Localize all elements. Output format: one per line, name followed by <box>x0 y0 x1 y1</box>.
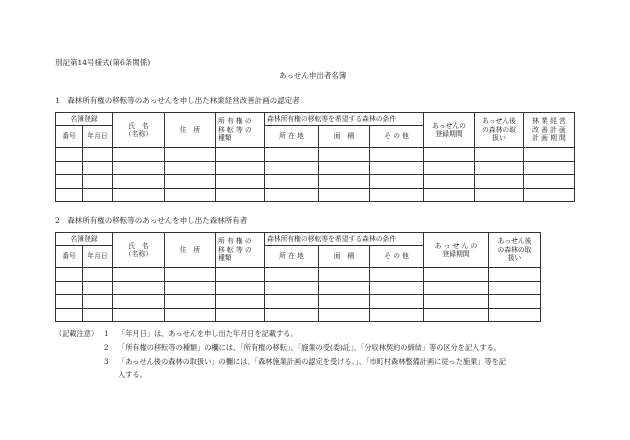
section2-table <box>55 232 541 322</box>
table-cell <box>165 148 216 162</box>
table-cell <box>83 188 113 202</box>
table-cell <box>319 188 370 202</box>
table-row <box>56 175 575 189</box>
register-header: 名簿登録 <box>56 113 113 126</box>
table-cell <box>524 161 575 175</box>
table-cell <box>265 268 319 282</box>
location-header: 所 在 地 <box>265 126 319 148</box>
table-cell <box>165 161 216 175</box>
table-cell <box>475 161 524 175</box>
table-cell <box>370 175 424 189</box>
table-cell <box>319 308 370 322</box>
table-cell <box>475 188 524 202</box>
handling-header: あっせん後 の森林の取 扱い <box>489 233 541 268</box>
table-cell <box>56 148 83 162</box>
table-cell <box>216 281 265 295</box>
table-row <box>56 148 575 162</box>
transfer-type-header: 所 有 権 の 移 転 等 の 種類 <box>216 233 265 268</box>
table-cell <box>113 188 165 202</box>
address-header: 住 所 <box>165 233 216 268</box>
note-text: 「あっせん後の森林の取扱い」の欄には、「森林施業計画の認定を受ける。」、「市町村森林整備計画に従った施業」等を記 <box>118 357 507 366</box>
notes-label: （記載注意） <box>55 329 99 338</box>
table-cell <box>165 268 216 282</box>
period-header: あ っ せ ん の 登録期間 <box>424 233 489 268</box>
table-cell <box>113 148 165 162</box>
table-cell <box>319 295 370 309</box>
section2-heading: 2 森林所有権の移転等のあっせんを申し出た森林所有者 <box>55 216 248 225</box>
table-cell <box>56 308 83 322</box>
handling-header: あっせん後 の森林の取 扱い <box>475 113 524 148</box>
section1-table <box>55 112 575 202</box>
table-row <box>56 188 575 202</box>
date-header: 年月日 <box>83 126 113 148</box>
number-header: 番号 <box>56 126 83 148</box>
table-cell <box>265 281 319 295</box>
table-cell <box>83 308 113 322</box>
table-row <box>56 281 541 295</box>
table-cell <box>489 281 541 295</box>
table-cell <box>83 295 113 309</box>
table-cell <box>489 308 541 322</box>
table-cell <box>424 148 475 162</box>
name-header: 氏 名 （名称） <box>113 233 165 268</box>
table-cell <box>265 188 319 202</box>
table-cell <box>216 161 265 175</box>
table-cell <box>113 308 165 322</box>
table-cell <box>524 175 575 189</box>
table-row <box>56 161 575 175</box>
address-header: 住 所 <box>165 113 216 148</box>
table-cell <box>113 295 165 309</box>
table-cell <box>319 175 370 189</box>
table-cell <box>370 295 424 309</box>
table-cell <box>83 268 113 282</box>
table-cell <box>216 268 265 282</box>
conditions-header: 森林所有権の移転等を希望する森林の条件 <box>265 113 424 126</box>
note-text-continued: 入する。 <box>118 370 147 379</box>
table-cell <box>475 148 524 162</box>
table-cell <box>83 148 113 162</box>
table-cell <box>319 148 370 162</box>
table-cell <box>370 148 424 162</box>
table-cell <box>83 175 113 189</box>
register-header: 名簿登録 <box>56 233 113 246</box>
table-cell <box>319 161 370 175</box>
table-cell <box>56 268 83 282</box>
form-reference: 別記第14号様式(第6条関係) <box>55 58 151 67</box>
table-cell <box>56 175 83 189</box>
table-cell <box>113 268 165 282</box>
table-cell <box>424 281 489 295</box>
table-cell <box>265 148 319 162</box>
table-cell <box>83 161 113 175</box>
table-cell <box>370 308 424 322</box>
table-cell <box>56 161 83 175</box>
table-cell <box>265 308 319 322</box>
table-cell <box>424 175 475 189</box>
area-header: 面 積 <box>319 126 370 148</box>
table-row <box>56 308 541 322</box>
table-cell <box>216 188 265 202</box>
plan-period-header: 林 業 経 営 改 善 計 画 計 画 期 間 <box>524 113 575 148</box>
location-header: 所 在 地 <box>265 246 319 268</box>
table-cell <box>265 175 319 189</box>
table-cell <box>56 281 83 295</box>
name-header: 氏 名 （名称） <box>113 113 165 148</box>
conditions-header: 森林所有権の移転等を希望する森林の条件 <box>265 233 424 246</box>
table-cell <box>319 268 370 282</box>
note-number: 2 <box>104 343 109 352</box>
table-cell <box>265 161 319 175</box>
table-cell <box>165 188 216 202</box>
table-cell <box>165 175 216 189</box>
table-cell <box>424 268 489 282</box>
table-cell <box>113 161 165 175</box>
table-cell <box>56 295 83 309</box>
table-cell <box>370 188 424 202</box>
table-cell <box>524 188 575 202</box>
table-cell <box>165 295 216 309</box>
table-cell <box>56 188 83 202</box>
note-text: 「所有権の移転等の種類」の欄には、「所有権の移転」、「施業の受(委)託」、「分収林契約の締結」等の区分を記入する。 <box>118 343 501 352</box>
table-row <box>56 268 541 282</box>
transfer-type-header: 所 有 権 の 移 転 等 の 種類 <box>216 113 265 148</box>
table-cell <box>489 295 541 309</box>
area-header: 面 積 <box>319 246 370 268</box>
table-cell <box>424 295 489 309</box>
table-cell <box>319 281 370 295</box>
table-cell <box>265 295 319 309</box>
document-title: あっせん申出者名簿 <box>279 71 347 80</box>
table-cell <box>216 308 265 322</box>
number-header: 番号 <box>56 246 83 268</box>
table-cell <box>489 268 541 282</box>
note-number: 3 <box>104 357 109 366</box>
table-cell <box>424 308 489 322</box>
note-number: 1 <box>104 329 109 338</box>
table-cell <box>475 175 524 189</box>
table-cell <box>216 175 265 189</box>
table-cell <box>216 295 265 309</box>
other-header: そ の 他 <box>370 126 424 148</box>
table-cell <box>113 281 165 295</box>
table-cell <box>165 308 216 322</box>
other-header: そ の 他 <box>370 246 424 268</box>
table-cell <box>524 148 575 162</box>
table-cell <box>113 175 165 189</box>
note-text: 「年月日」は、あっせんを申し出た年月日を記載する。 <box>118 329 298 338</box>
table-cell <box>370 161 424 175</box>
table-cell <box>370 268 424 282</box>
table-cell <box>165 281 216 295</box>
table-cell <box>216 148 265 162</box>
table-cell <box>83 281 113 295</box>
section1-heading: 1 森林所有権の移転等のあっせんを申し出た林業経営改善計画の認定者 <box>55 96 300 105</box>
table-row <box>56 295 541 309</box>
table-cell <box>424 188 475 202</box>
table-cell <box>424 161 475 175</box>
table-cell <box>370 281 424 295</box>
period-header: あっせんの 登録期間 <box>424 113 475 148</box>
date-header: 年月日 <box>83 246 113 268</box>
